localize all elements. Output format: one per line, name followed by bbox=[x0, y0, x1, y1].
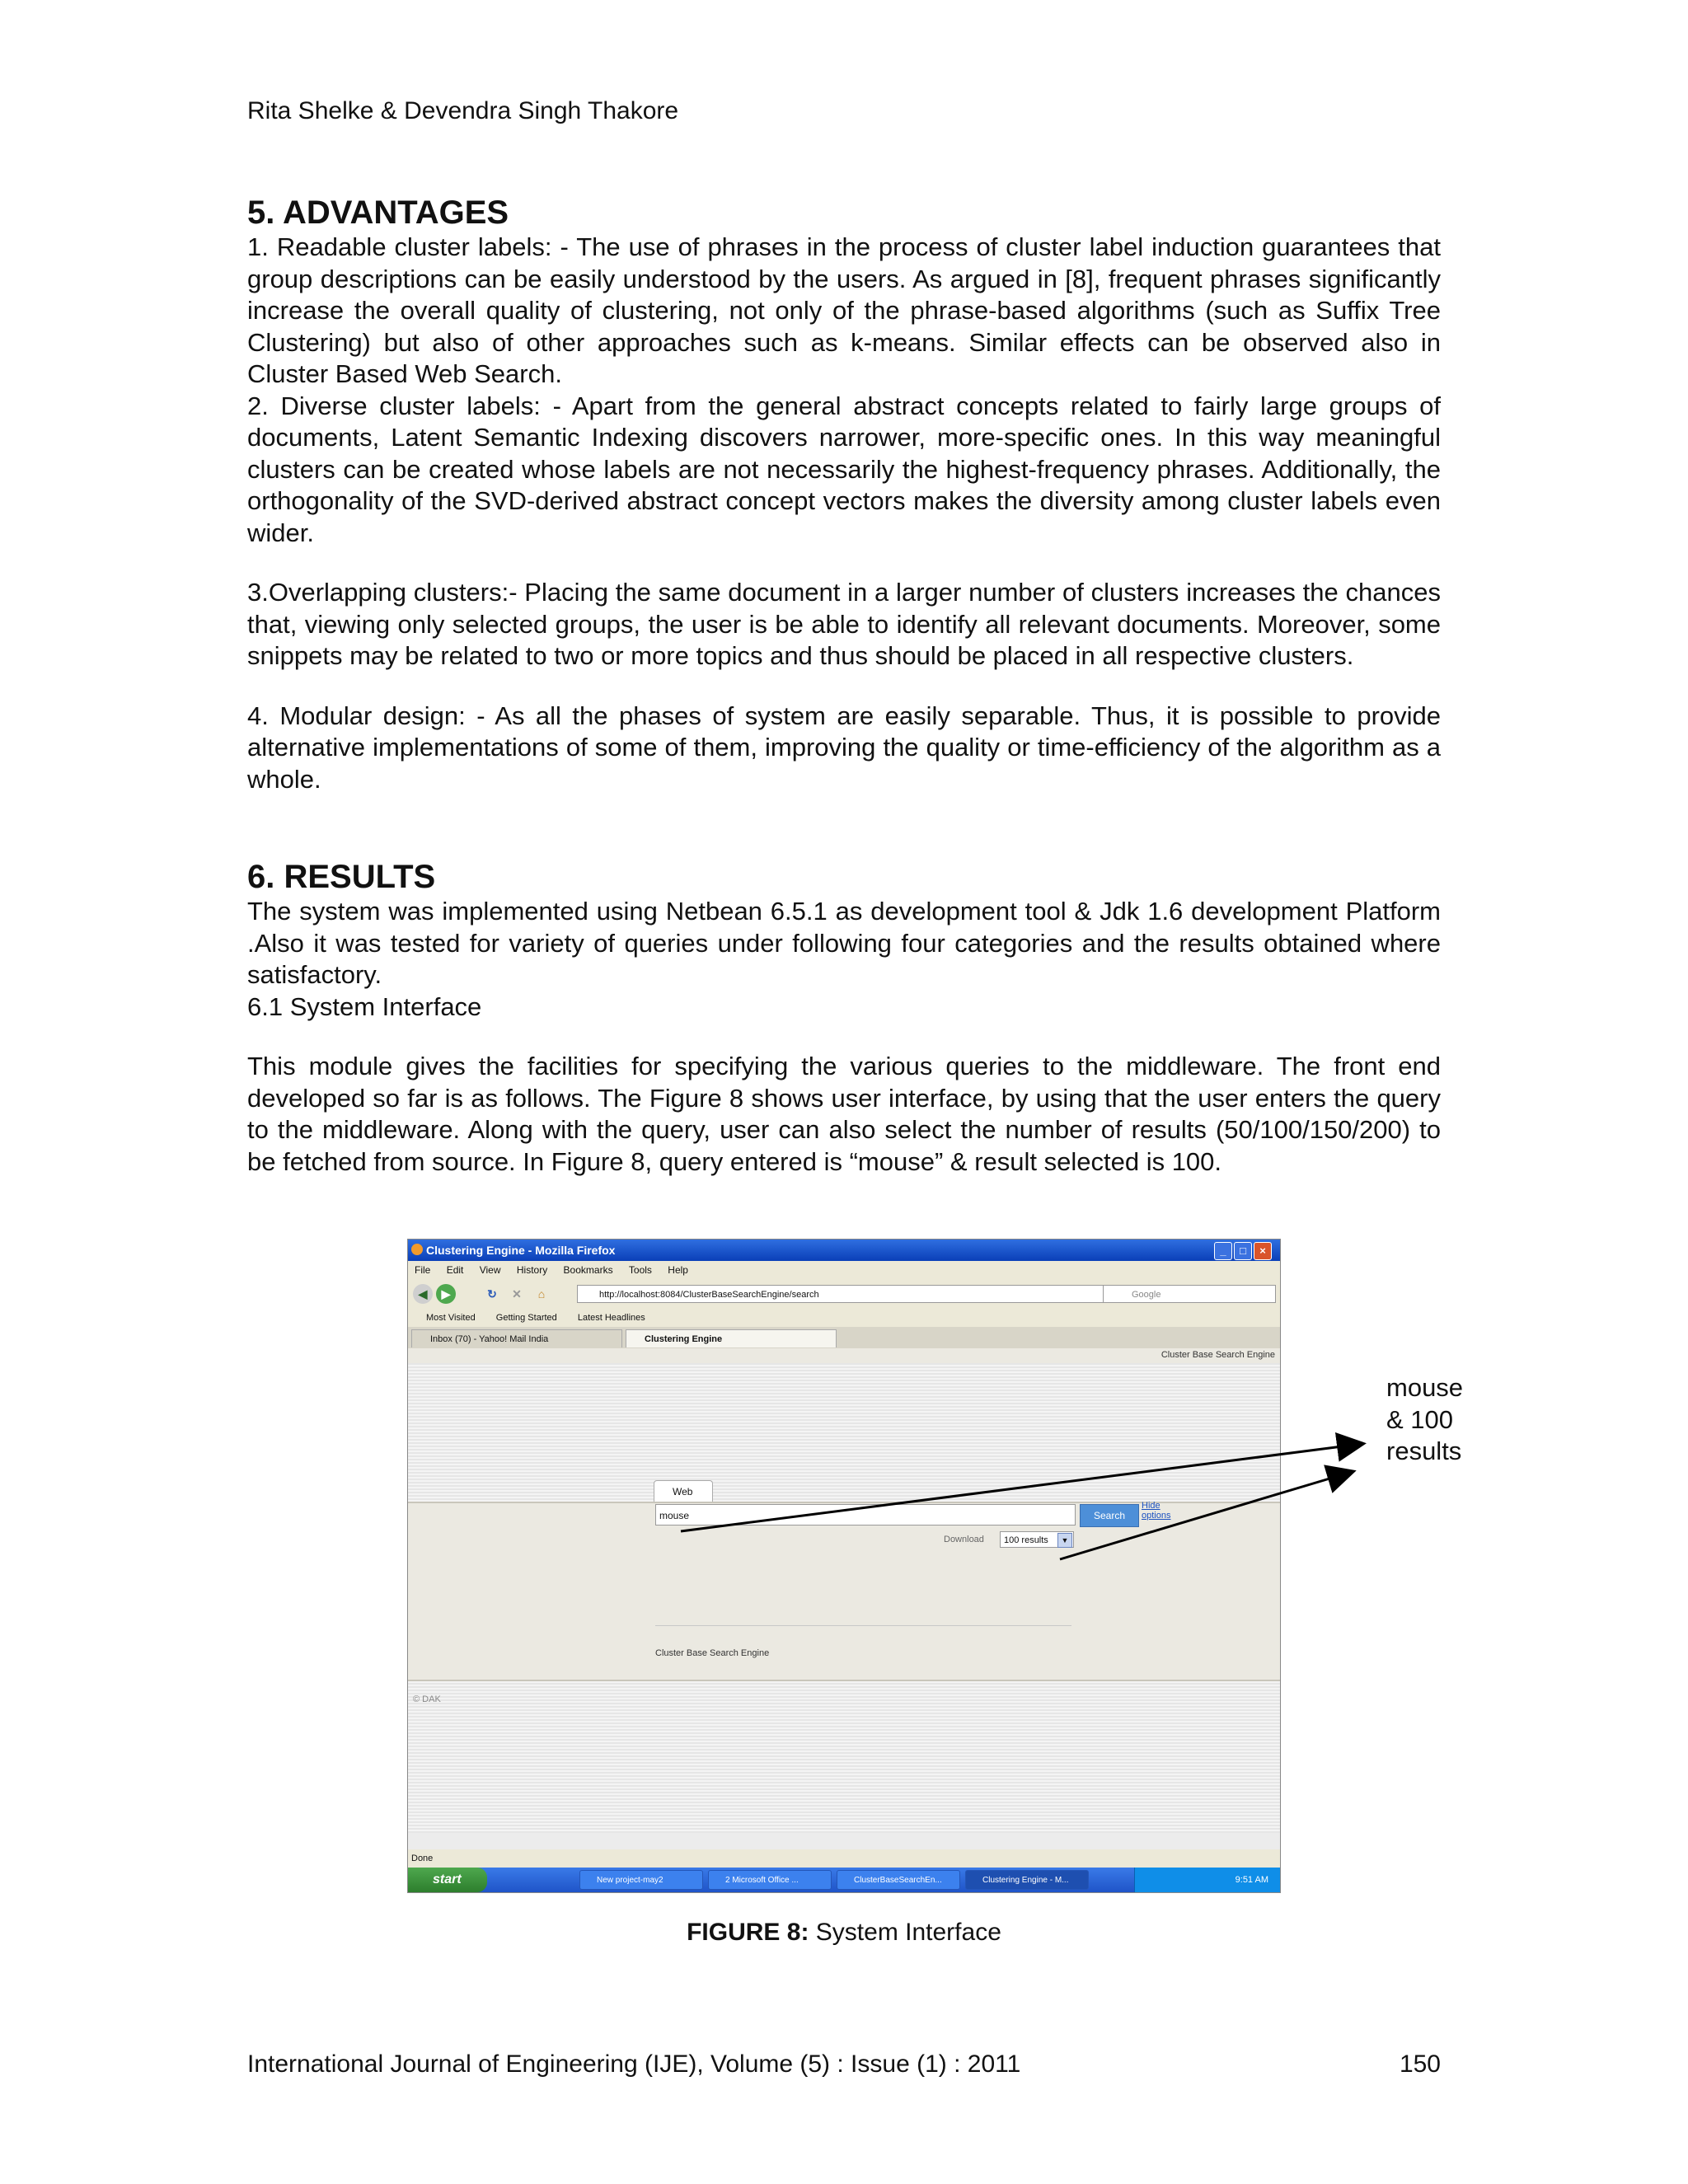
top-link[interactable]: Cluster Base Search Engine bbox=[1160, 1350, 1275, 1360]
tab-clustering-engine[interactable]: Clustering Engine bbox=[626, 1329, 837, 1347]
copyright-text: © DAK bbox=[413, 1694, 441, 1704]
page-number: 150 bbox=[1399, 2050, 1441, 2078]
task-cluster-base[interactable]: ClusterBaseSearchEn... bbox=[837, 1870, 960, 1890]
status-text: Done bbox=[411, 1854, 434, 1863]
search-button[interactable]: Search bbox=[1080, 1504, 1139, 1527]
window-title: Clustering Engine - Mozilla Firefox bbox=[426, 1244, 616, 1257]
bookmark-latest-headlines[interactable]: Latest Headlines bbox=[577, 1313, 645, 1323]
back-icon[interactable]: ◀ bbox=[413, 1284, 433, 1304]
web-tab[interactable]: Web bbox=[654, 1480, 713, 1502]
bookmark-most-visited[interactable]: Most Visited bbox=[426, 1313, 476, 1323]
arrow-to-query bbox=[681, 1444, 1362, 1531]
chevron-down-icon[interactable]: ▼ bbox=[1057, 1533, 1072, 1548]
menu-tools[interactable]: Tools bbox=[628, 1264, 652, 1276]
task-ms-office[interactable]: 2 Microsoft Office ... bbox=[708, 1870, 832, 1890]
minimize-icon[interactable]: _ bbox=[1214, 1242, 1232, 1260]
figure-annotation: mouse & 100 results bbox=[1386, 1373, 1464, 1465]
menu-view[interactable]: View bbox=[479, 1264, 501, 1276]
results-paragraph: The system was implemented using Netbean 6.5.1 as development tool & Jdk 1.6 development Platform .Also it was tested for variety of queries under following four categories and the results obtained where satisfactory. bbox=[247, 897, 1441, 989]
close-icon[interactable]: × bbox=[1254, 1242, 1272, 1260]
menu-help[interactable]: Help bbox=[668, 1264, 688, 1276]
advantage-4: 4. Modular design: - As all the phases of system are easily separable. Thus, it is possible to provide alternative implementations of some of them, improving the quality or time-efficiency of the algorithm as a whole. bbox=[247, 701, 1441, 794]
advantage-1: 1. Readable cluster labels: - The use of phrases in the process of cluster label induction guarantees that group descriptions can be easily understood by the users. As argued in [8], frequent phrases significantly increase the overall quality of clustering, not only of the phrase-based algorithms (such as Suffix Tree Clustering) but also of other approaches such as k-means. Similar effects can be observed also in Cluster Based Web Search. bbox=[247, 232, 1441, 388]
tab-inbox[interactable]: Inbox (70) - Yahoo! Mail India bbox=[411, 1329, 622, 1347]
task-new-project[interactable]: New project-may2 bbox=[579, 1870, 703, 1890]
menu-file[interactable]: File bbox=[415, 1264, 431, 1276]
query-input[interactable]: mouse bbox=[655, 1504, 1076, 1526]
system-interface-subheading: 6.1 System Interface bbox=[247, 991, 482, 1021]
bookmark-getting-started[interactable]: Getting Started bbox=[495, 1313, 557, 1323]
results-heading: 6. RESULTS bbox=[247, 859, 436, 895]
content-footer-text: Cluster Base Search Engine bbox=[655, 1648, 770, 1658]
stop-icon[interactable]: ✕ bbox=[512, 1287, 522, 1301]
forward-icon[interactable]: ▶ bbox=[436, 1284, 456, 1304]
caption-label: FIGURE 8: bbox=[687, 1919, 809, 1946]
caption-text: System Interface bbox=[809, 1919, 1001, 1946]
figure-caption bbox=[0, 1919, 1688, 1947]
advantages-heading: 5. ADVANTAGES bbox=[247, 194, 509, 231]
advantage-3: 3.Overlapping clusters:- Placing the same document in a larger number of clusters increases the chances that, viewing only selected groups, the user is be able to identify all relevant documents. Moreover, some snippets may be related to two or more topics and thus should be placed in all respective clusters. bbox=[247, 578, 1441, 670]
url-bar[interactable]: http://localhost:8084/ClusterBaseSearchEngine/search bbox=[577, 1285, 1121, 1303]
running-header-authors: Rita Shelke & Devendra Singh Thakore bbox=[247, 97, 679, 124]
menu-bookmarks[interactable]: Bookmarks bbox=[563, 1264, 613, 1276]
home-icon[interactable]: ⌂ bbox=[537, 1287, 546, 1301]
system-interface-paragraph: This module gives the facilities for specifying the various queries to the middleware. The front end developed so far is as follows. The Figure 8 shows user interface, by using that the user enters the query to the middleware. Along with the query, user can also select the number of results (50/100/150/200) to be fetched from source. In Figure 8, query entered is “mouse” & result selected is 100. bbox=[247, 1052, 1441, 1176]
start-button[interactable]: start bbox=[408, 1868, 487, 1892]
clock: 9:51 AM bbox=[1235, 1875, 1268, 1885]
menu-history[interactable]: History bbox=[516, 1264, 548, 1276]
hide-options-link[interactable]: Hide options bbox=[1142, 1501, 1171, 1521]
advantage-2: 2. Diverse cluster labels: - Apart from the general abstract concepts related to fairly large groups of documents, Latent Semantic Indexing discovers narrower, more-specific ones. In this way meaningful clusters can be created whose labels are not necessarily the highest-frequency phrases. Additionally, the orthogonality of the SVD-derived abstract concept vectors makes the diversity among cluster labels even wider. bbox=[247, 391, 1441, 547]
menu-edit[interactable]: Edit bbox=[446, 1264, 464, 1276]
journal-footer: International Journal of Engineering (IJE), Volume (5) : Issue (1) : 2011 bbox=[247, 2050, 1021, 2078]
web-search-box[interactable]: Google bbox=[1103, 1285, 1276, 1303]
maximize-icon[interactable]: □ bbox=[1234, 1242, 1252, 1260]
results-count-value: 100 results bbox=[1004, 1535, 1048, 1545]
arrow-to-results bbox=[1060, 1472, 1352, 1559]
reload-icon[interactable]: ↻ bbox=[487, 1287, 497, 1301]
task-clustering-engine[interactable]: Clustering Engine - M... bbox=[965, 1870, 1089, 1890]
download-label: Download bbox=[944, 1535, 984, 1544]
